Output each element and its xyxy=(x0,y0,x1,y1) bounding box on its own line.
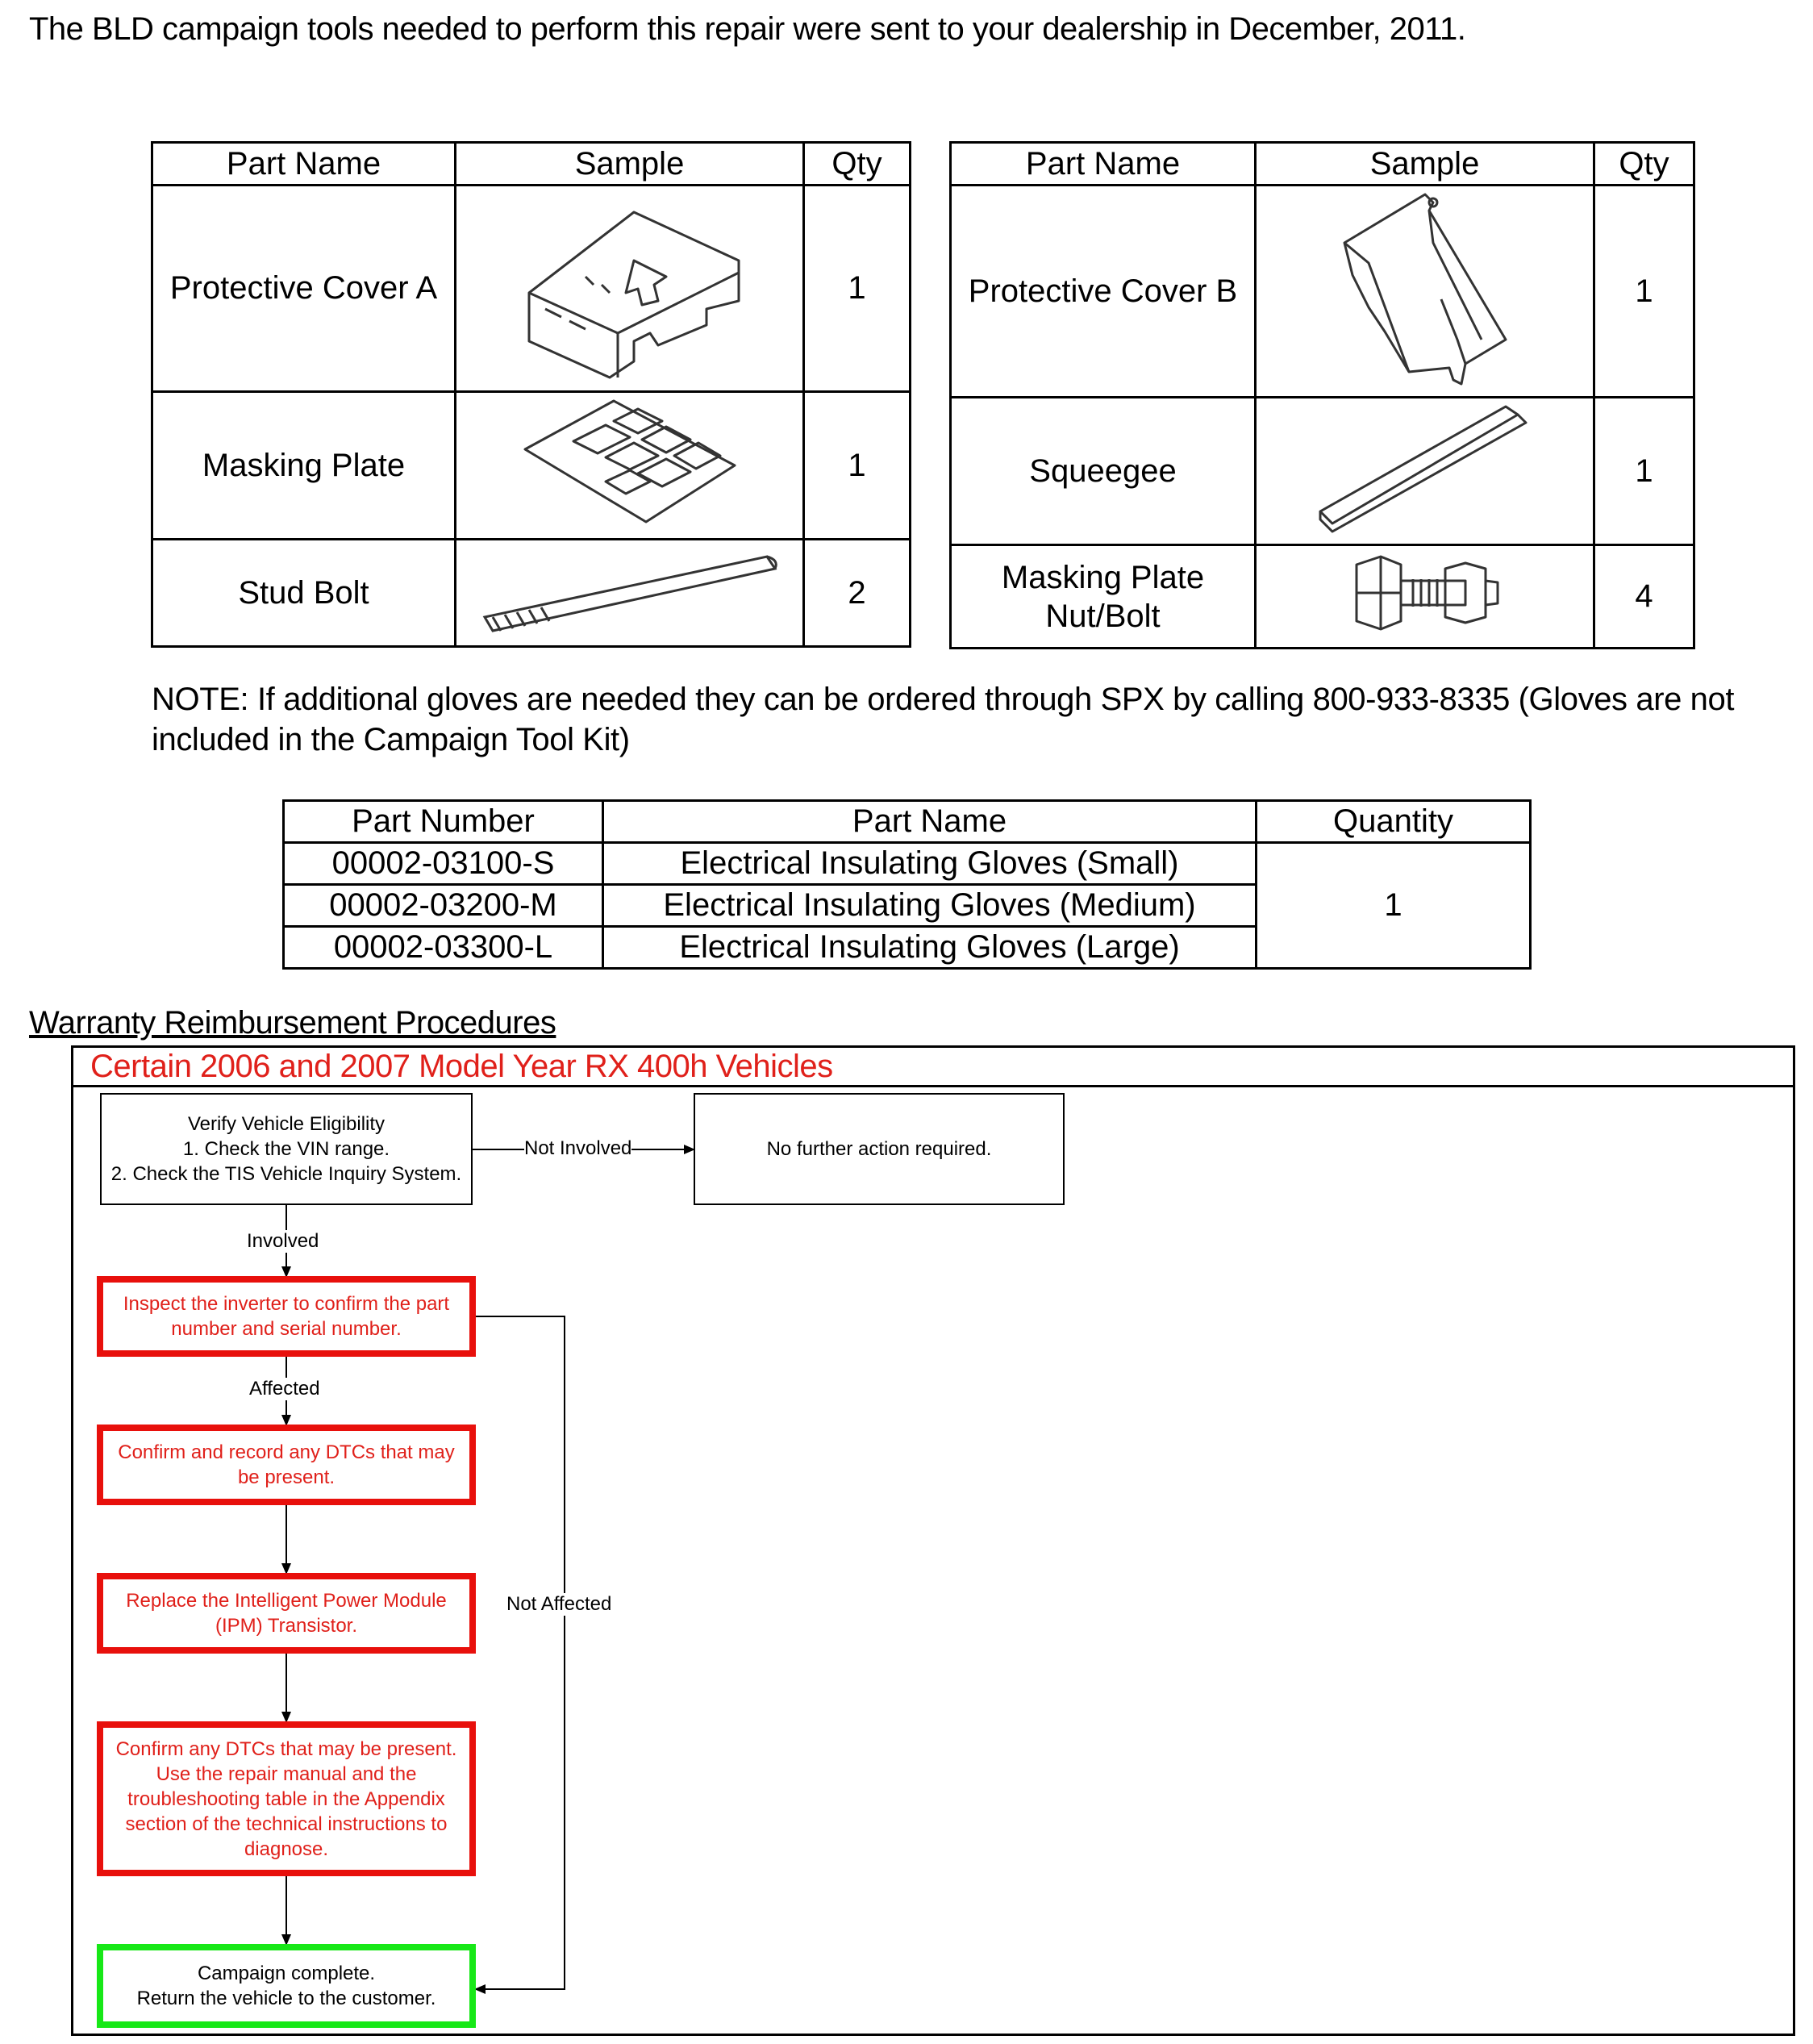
replace-ipm-box: Replace the Intelligent Power Module (IPM) Transistor. xyxy=(97,1573,476,1654)
warranty-subtitle: Certain 2006 and 2007 Model Year RX 400h Vehicles xyxy=(90,1049,833,1084)
header-qty: Qty xyxy=(804,143,911,186)
header-sample: Sample xyxy=(1256,143,1594,186)
verify-line: 2. Check the TIS Vehicle Inquiry System. xyxy=(110,1163,462,1185)
verify-line: 1. Check the VIN range. xyxy=(182,1138,390,1160)
qty-cell: 1 xyxy=(804,392,911,540)
part-name-cell: Masking Plate xyxy=(152,392,456,540)
part-name-cell: Electrical Insulating Gloves (Medium) xyxy=(603,885,1257,927)
qty-cell: 1 xyxy=(1594,398,1694,545)
arrow-not-affected xyxy=(476,1316,565,1989)
header-quantity: Quantity xyxy=(1257,801,1531,843)
confirm-record-box: Confirm and record any DTCs that may be present. xyxy=(97,1425,476,1505)
warranty-title: Warranty Reimbursement Procedures xyxy=(29,1005,556,1041)
qty-cell: 1 xyxy=(804,186,911,392)
part-number-cell: 00002-03300-L xyxy=(284,927,603,969)
intro-text: The BLD campaign tools needed to perform this repair were sent to your dealership in December, 2011. xyxy=(29,11,1466,47)
verify-eligibility-box xyxy=(100,1093,473,1205)
part-number-cell: 00002-03100-S xyxy=(284,843,603,885)
verify-line: Verify Vehicle Eligibility xyxy=(187,1113,386,1135)
not-affected-label: Not Affected xyxy=(506,1593,612,1615)
header-sample: Sample xyxy=(456,143,804,186)
header-part-name: Part Name xyxy=(951,143,1256,186)
affected-label: Affected xyxy=(249,1378,320,1400)
campaign-complete-box xyxy=(97,1944,476,2028)
qty-cell: 1 xyxy=(1594,186,1694,398)
inspect-inverter-box: Inspect the inverter to confirm the part number and serial number. xyxy=(97,1276,476,1357)
header-qty: Qty xyxy=(1594,143,1694,186)
involved-label: Involved xyxy=(247,1230,319,1252)
complete-line: Return the vehicle to the customer. xyxy=(136,1988,436,2009)
no-action-box: No further action required. xyxy=(694,1093,1065,1205)
header-part-number: Part Number xyxy=(284,801,603,843)
quantity-cell: 1 xyxy=(1257,843,1531,969)
part-name-cell: Protective Cover A xyxy=(152,186,456,392)
part-name-cell: Electrical Insulating Gloves (Large) xyxy=(603,927,1257,969)
confirm-diagnose-box: Confirm any DTCs that may be present. Use the repair manual and the troubleshooting table in the Appendix section of the technical instructions to diagnose. xyxy=(97,1721,476,1876)
part-name-cell: Protective Cover B xyxy=(951,186,1256,398)
part-name-line: Nut/Bolt xyxy=(1045,598,1161,634)
part-number-cell: 00002-03200-M xyxy=(284,885,603,927)
qty-cell: 4 xyxy=(1594,545,1694,649)
part-name-cell: Electrical Insulating Gloves (Small) xyxy=(603,843,1257,885)
part-name-line: Masking Plate xyxy=(1001,559,1205,595)
not-involved-label: Not Involved xyxy=(524,1137,632,1159)
part-name-cell: Stud Bolt xyxy=(152,540,456,647)
note-text: NOTE: If additional gloves are needed they can be ordered through SPX by calling 800-933-8335 (Gloves are not included in the Campaign Tool Kit) xyxy=(152,682,1735,757)
complete-line: Campaign complete. xyxy=(197,1963,376,1984)
part-name-cell: Squeegee xyxy=(951,398,1256,545)
header-part-name: Part Name xyxy=(152,143,456,186)
qty-cell: 2 xyxy=(804,540,911,647)
header-part-name: Part Name xyxy=(603,801,1257,843)
